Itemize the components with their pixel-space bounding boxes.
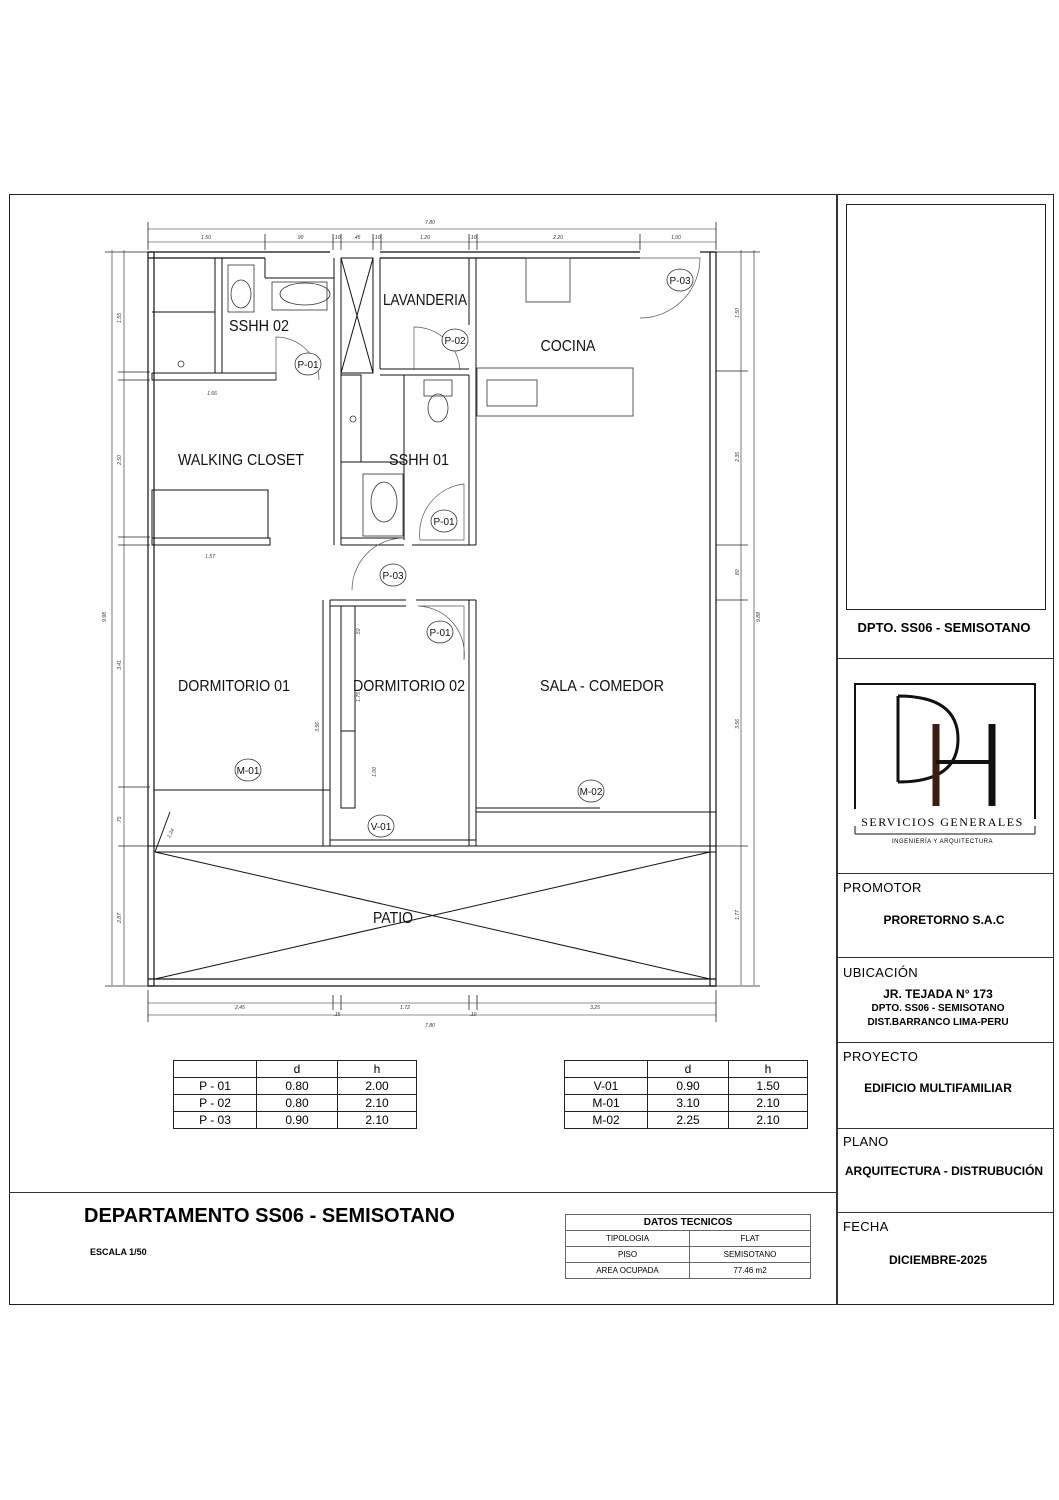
dim-left-1: 1.55 [117,313,123,323]
table-row [565,1061,808,1078]
dim-left-3: 3.41 [117,660,123,670]
table-cell: 2.10 [729,1112,808,1129]
tag-v01: V-01 [370,822,392,833]
table-header: d [648,1061,729,1078]
table-row [174,1061,417,1078]
table-header: h [729,1061,808,1078]
table-cell: 3.10 [648,1095,729,1112]
room-dormitorio02: DORMITORIO 02 [353,678,466,695]
sheet-name: DPTO. SS06 - SEMISOTANO [857,620,1031,635]
tag-p03b: P-03 [382,571,404,582]
dim-right-3: .80 [735,569,741,577]
ubicacion-line2: DPTO. SS06 - SEMISOTANO [871,1003,1005,1014]
floor-plan [100,210,762,1030]
dim-bottom-2: .15 [333,1012,341,1018]
table-row [174,1112,417,1129]
tech-data-title: DATOS TECNICOS [566,1215,811,1231]
dim-top-6: 1.20 [420,235,430,241]
tag-p03a: P-03 [669,276,691,287]
table-row [565,1095,808,1112]
dim-left-4: .75 [117,816,123,824]
dim-right-4: 3.56 [735,719,741,729]
tag-p01c: P-01 [429,628,451,639]
tech-data-table [565,1214,811,1279]
tb-sep-4 [837,1042,1054,1043]
ubicacion-label: UBICACIÓN [843,965,918,980]
table-cell: M-01 [565,1095,648,1112]
table-cell: P - 02 [174,1095,257,1112]
table-header [565,1061,648,1078]
table-cell: FLAT [690,1231,811,1247]
bottom-strip-divider [9,1192,837,1193]
dim-bottom-total: 7.80 [425,1023,435,1029]
table-header: d [257,1061,338,1078]
room-sala-comedor: SALA - COMEDOR [540,678,664,695]
proyecto-label: PROYECTO [843,1049,919,1064]
logo-name: SERVICIOS GENERALES [861,815,1024,829]
table-row [566,1247,811,1263]
room-patio: PATIO [373,910,413,927]
plano-value: ARQUITECTURA - DISTRUBUCIÓN [844,1164,1044,1178]
table-row [174,1078,417,1095]
plano-label: PLANO [843,1134,889,1149]
dim-top-7: .10 [469,235,477,241]
drawing-scale: ESCALA 1/50 [90,1247,147,1257]
tag-p01a: P-01 [297,360,319,371]
dim-right-5: 1.77 [735,910,741,920]
dim-closet-2: 1.57 [205,554,215,560]
table-row [565,1078,808,1095]
logo-tagline: INGENIERÍA Y ARQUITECTURA [892,839,993,845]
fecha-value: DICIEMBRE-2025 [888,1253,988,1267]
table-cell: 2.10 [338,1095,417,1112]
tb-sep-5 [837,1128,1054,1129]
dim-bottom-1: 2.45 [235,1005,245,1011]
table-cell: M-02 [565,1112,648,1129]
title-block-divider [836,194,838,1305]
dim-top-2: .90 [296,235,304,241]
room-ssh01: SSHH 01 [389,452,450,469]
dim-left-5: 2.87 [117,913,123,923]
dim-top-total: 7.80 [425,220,435,226]
dim-top-1: 1.50 [201,235,211,241]
tag-m01: M-01 [236,766,260,777]
room-dormitorio01: DORMITORIO 01 [178,678,291,695]
table-row [565,1112,808,1129]
table-cell: 0.80 [257,1095,338,1112]
dim-left-2: 2.50 [117,455,123,465]
room-lavanderia: LAVANDERIA [383,292,468,309]
proyecto-value: EDIFICIO MULTIFAMILIAR [864,1081,1012,1095]
dim-top-5: .10 [373,235,381,241]
dim-patio-diag: 1.24 [166,827,177,840]
table-header: h [338,1061,417,1078]
table-cell: SEMISOTANO [690,1247,811,1263]
window-schedule [564,1060,808,1129]
promotor-label: PROMOTOR [843,880,922,895]
dim-dorm2-4: 3.56 [315,722,321,732]
fecha-label: FECHA [843,1219,889,1234]
dim-left-total: 9.98 [102,612,108,622]
table-cell: P - 01 [174,1078,257,1095]
dim-dorm2-1: .50 [356,628,362,636]
table-cell: PISO [566,1247,690,1263]
table-cell: 2.10 [338,1112,417,1129]
dim-top-9: 1.00 [671,235,681,241]
ubicacion-line3: DIST.BARRANCO LIMA-PERU [867,1017,1009,1028]
dim-closet-1: 1.66 [207,391,217,397]
table-row [566,1215,811,1231]
ubicacion-line1: JR. TEJADA N° 173 [883,987,993,1001]
room-walking-closet: WALKING CLOSET [178,452,305,469]
door-schedule [173,1060,417,1129]
table-cell: 2.00 [338,1078,417,1095]
dim-right-2: 2.35 [735,452,741,462]
tag-p02: P-02 [444,336,466,347]
room-cocina: COCINA [540,338,596,355]
table-cell: P - 03 [174,1112,257,1129]
table-cell: AREA OCUPADA [566,1263,690,1279]
dim-top-3: .10 [333,235,341,241]
drawing-title: DEPARTAMENTO SS06 - SEMISOTANO [84,1205,455,1227]
table-row [566,1263,811,1279]
dim-dorm2-2: 1.75 [356,692,362,702]
table-row [566,1231,811,1247]
tb-sep-6 [837,1212,1054,1213]
dim-bottom-5: 3.25 [590,1005,600,1011]
dim-dorm2-3: 1.00 [372,767,378,777]
dim-bottom-3: 1.72 [400,1005,410,1011]
tag-p01b: P-01 [433,517,455,528]
dim-bottom-4: .10 [469,1012,477,1018]
tag-m02: M-02 [579,787,603,798]
promotor-value: PRORETORNO S.A.C [883,913,1005,927]
tb-sep-1 [837,658,1054,659]
table-cell: TIPOLOGIA [566,1231,690,1247]
tb-sep-3 [837,957,1054,958]
table-cell: 0.90 [257,1112,338,1129]
table-cell: 2.25 [648,1112,729,1129]
table-cell: 77.46 m2 [690,1263,811,1279]
blank-frame [846,204,1046,610]
table-cell: V-01 [565,1078,648,1095]
table-cell: 2.10 [729,1095,808,1112]
table-row [174,1095,417,1112]
table-cell: 0.90 [648,1078,729,1095]
room-ssh02: SSHH 02 [229,318,290,335]
dim-right-total: 9.88 [756,612,762,622]
tb-sep-2 [837,873,1054,874]
table-cell: 1.50 [729,1078,808,1095]
table-cell: 0.80 [257,1078,338,1095]
dim-right-1: 1.50 [735,308,741,318]
dim-top-8: 2.20 [553,235,563,241]
table-header [174,1061,257,1078]
dim-top-4: .45 [353,235,361,241]
